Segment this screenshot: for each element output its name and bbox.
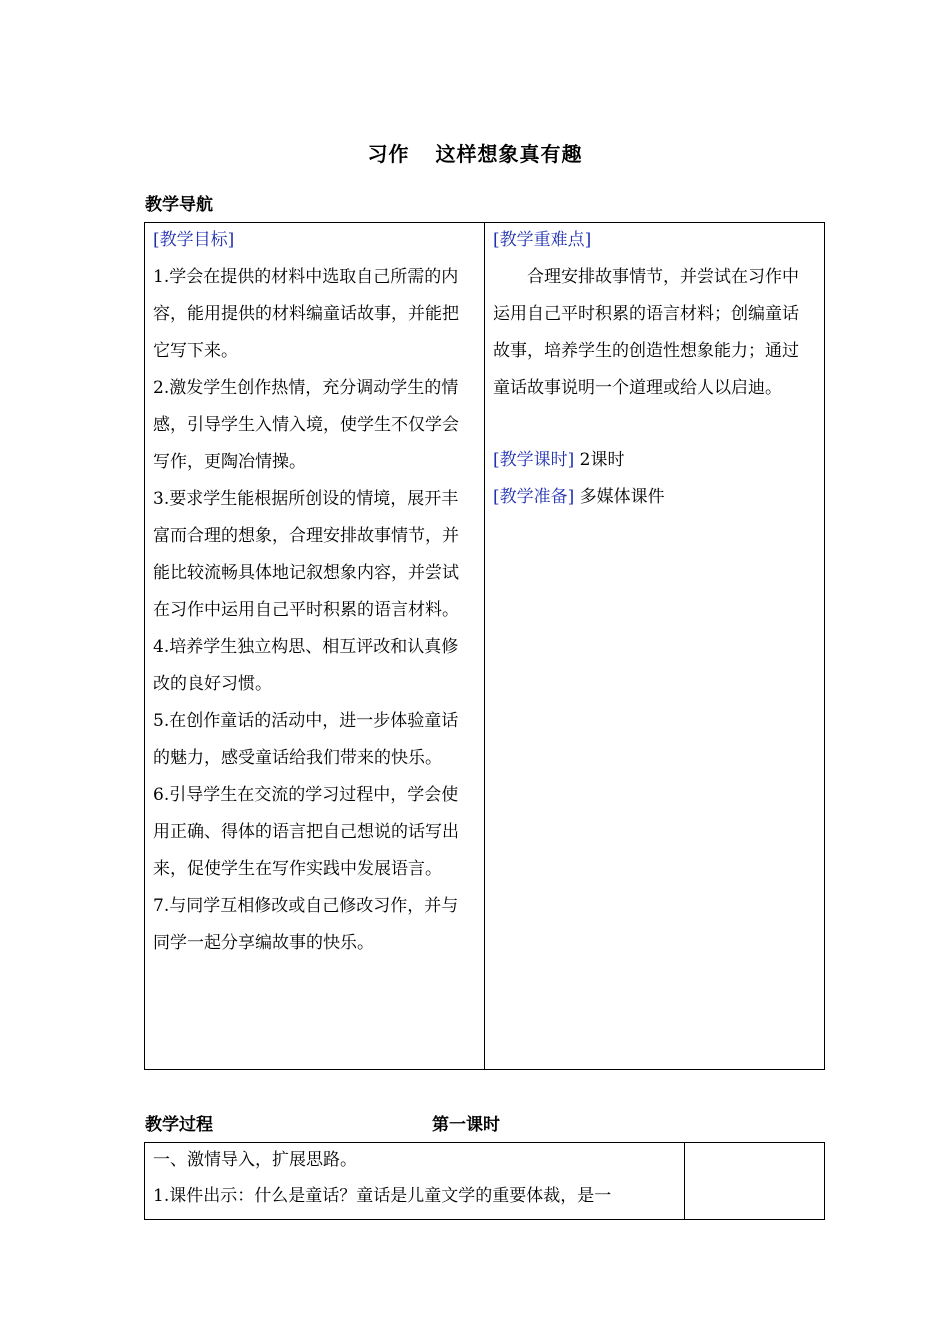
objective-item-3: 3.要求学生能根据所创设的情境，展开丰富而合理的想象，合理安排故事情节，并能比较流畅具体地记叙想象内容，并尝试在习作中运用自己平时积累的语言材料。 bbox=[153, 489, 459, 620]
key-points-text: 合理安排故事情节，并尝试在习作中运用自己平时积累的语言材料；创编童话故事，培养学生的创造性想象能力；通过童话故事说明一个道理或给人以启迪。 bbox=[493, 267, 799, 398]
process-cell bbox=[153, 1142, 678, 1214]
nav-table-divider bbox=[484, 222, 485, 1070]
hours-line bbox=[493, 442, 813, 479]
objective-item-5: 5.在创作童话的活动中，进一步体验童话的魅力，感受童话给我们带来的快乐。 bbox=[153, 711, 459, 768]
prep-value: 多媒体课件 bbox=[579, 487, 665, 507]
objectives-cell bbox=[153, 222, 473, 962]
objective-item-2: 2.激发学生创作热情，充分调动学生的情感，引导学生入情入境，使学生不仅学会写作，更陶冶情操。 bbox=[153, 378, 459, 472]
objectives-tag: [教学目标] bbox=[153, 230, 235, 250]
objective-item-6: 6.引导学生在交流的学习过程中，学会使用正确、得体的语言把自己想说的话写出来，促使学生在写作实践中发展语言。 bbox=[153, 785, 459, 879]
title-part-1: 习作 bbox=[367, 142, 410, 166]
prep-line bbox=[493, 479, 813, 516]
key-points-cell bbox=[493, 222, 813, 516]
title-part-2: 这样想象真有趣 bbox=[435, 142, 583, 166]
objective-item-7: 7.与同学互相修改或自己修改习作，并与同学一起分享编故事的快乐。 bbox=[153, 896, 459, 953]
objective-item-4: 4.培养学生独立构思、相互评改和认真修改的良好习惯。 bbox=[153, 637, 459, 694]
lesson-heading: 第一课时 bbox=[432, 1115, 500, 1135]
document-title bbox=[0, 138, 950, 167]
hours-value: 2课时 bbox=[579, 450, 625, 470]
process-line-2: 1.课件出示：什么是童话？童话是儿童文学的重要体裁，是一 bbox=[153, 1186, 612, 1206]
prep-tag: [教学准备] bbox=[493, 487, 575, 507]
process-line-1: 一、激情导入，扩展思路。 bbox=[153, 1150, 357, 1170]
nav-heading: 教学导航 bbox=[145, 195, 213, 215]
process-table-divider bbox=[684, 1142, 685, 1220]
hours-tag: [教学课时] bbox=[493, 450, 575, 470]
objective-item-1: 1.学会在提供的材料中选取自己所需的内容，能用提供的材料编童话故事，并能把它写下来。 bbox=[153, 267, 459, 361]
key-points-tag: [教学重难点] bbox=[493, 230, 592, 250]
process-heading: 教学过程 bbox=[145, 1115, 213, 1135]
